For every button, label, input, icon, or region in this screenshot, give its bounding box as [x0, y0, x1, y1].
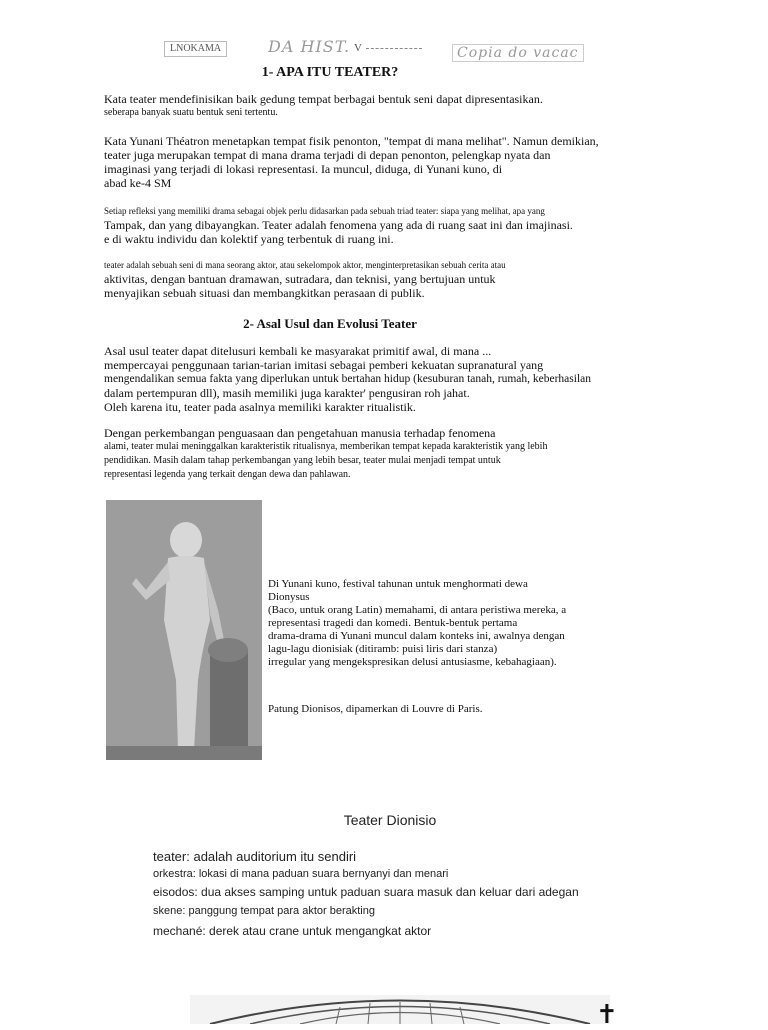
section1-paragraph-3: Setiap refleksi yang memiliki drama sebagai objek perlu didasarkan pada sebuah triad teater: siapa yang melihat, apa yang Tampak, dan yang dibayangkan. Teater adalah fenomena yang ada di ruang saat ini dan imajinasi. e di waktu individu dan kolektif yang terbentuk di ruang ini. — [104, 206, 573, 246]
theater-terms-list — [153, 848, 633, 942]
figure-caption: Patung Dionisos, dipamerkan di Louvre di Paris. — [268, 703, 483, 715]
section1-paragraph-4: teater adalah sebuah seni di mana seorang aktor, atau sekelompok aktor, menginterpretasikan sebuah cerita atau aktivitas, dengan bantuan dramawan, sutradara, dan teknisi, yang bertujuan untuk menyajikan sebuah situasi dan membangkitkan perasaan di publik. — [104, 260, 506, 300]
section1-paragraph-2: Kata Yunani Théatron menetapkan tempat fisik penonton, "tempat di mana melihat". Namun demikian, teater juga merupakan tempat di mana drama terjadi di depan penonton, pelengkap nyata dan imaginasi yang terjadi di lokasi representasi. Ia muncul, diduga, di Yunani kuno, di abad ke-4 SM — [104, 134, 599, 190]
scribble-line — [366, 48, 422, 49]
term-skene: skene: panggung tempat para aktor berakting — [153, 905, 375, 917]
dionysus-statue-image — [106, 500, 262, 760]
theater-title: Teater Dionisio — [343, 812, 437, 828]
scribble-mark: V — [354, 42, 362, 54]
theater-plan-diagram — [190, 995, 610, 1024]
term-teater: teater: adalah auditorium itu sendiri — [153, 849, 357, 864]
theater-plan-arcs-icon — [190, 995, 610, 1024]
term-orkestra: orkestra: lokasi di mana paduan suara bernyanyi dan menari — [153, 868, 449, 880]
north-arrow-icon: ✝ — [596, 1000, 618, 1030]
section2-paragraph-1: Asal usul teater dapat ditelusuri kembali ke masyarakat primitif awal, di mana ... mempercayai penggunaan tarian-tarian imitasi sebagai pemberi kekuatan supranatural yang mengendalikan semua fakta yang diperlukan untuk bertahan hidup (kesuburan tanah, rumah, keberhasilan dalam pertempuran dll), masih memiliki juga karakter' pengusiran roh jahat. Oleh karena itu, teater pada asalnya memiliki karakter ritualistik. — [104, 344, 591, 414]
name-box: LNOKAMA — [164, 41, 227, 57]
term-eisodos: eisodos: dua akses samping untuk paduan suara masuk dan keluar dari adegan — [153, 885, 579, 899]
statue-figure-icon — [106, 500, 262, 760]
handwritten-note-hist: DA HIST. — [268, 37, 351, 56]
section1-title: 1- APA ITU TEATER? — [261, 65, 399, 80]
section1-paragraph-1: Kata teater mendefinisikan baik gedung tempat berbagai bentuk seni dapat dipresentasikan. seberapa banyak suatu bentuk seni tertentu. — [104, 92, 543, 118]
handwritten-note-copia: Copia do vacac — [452, 44, 584, 62]
section2-paragraph-2: Dengan perkembangan penguasaan dan pengetahuan manusia terhadap fenomena alami, teater mulai meninggalkan karakteristik ritualisnya, memberikan tempat kepada karakteristik yang lebih pendidikan. Masih dalam tahap perkembangan yang lebih besar, teater mulai menjadi tempat untuk representasi legenda yang terkait dengan dewa dan pahlawan. — [104, 426, 548, 480]
section2-title: 2- Asal Usul dan Evolusi Teater — [243, 316, 417, 331]
term-mechane: mechané: derek atau crane untuk mengangkat aktor — [153, 924, 432, 938]
figure-description: Di Yunani kuno, festival tahunan untuk menghormati dewa Dionysus (Baco, untuk orang Latin) memahami, di antara peristiwa mereka, a representasi tragedi dan komedi. Bentuk-bentuk pertama drama-drama di Yunani muncul dalam konteks ini, awalnya dengan lagu-lagu dionisiak (ditiramb: puisi liris dari stanza) irregular yang mengekspresikan delusi antusiasme, kebahagiaan). — [268, 578, 567, 668]
